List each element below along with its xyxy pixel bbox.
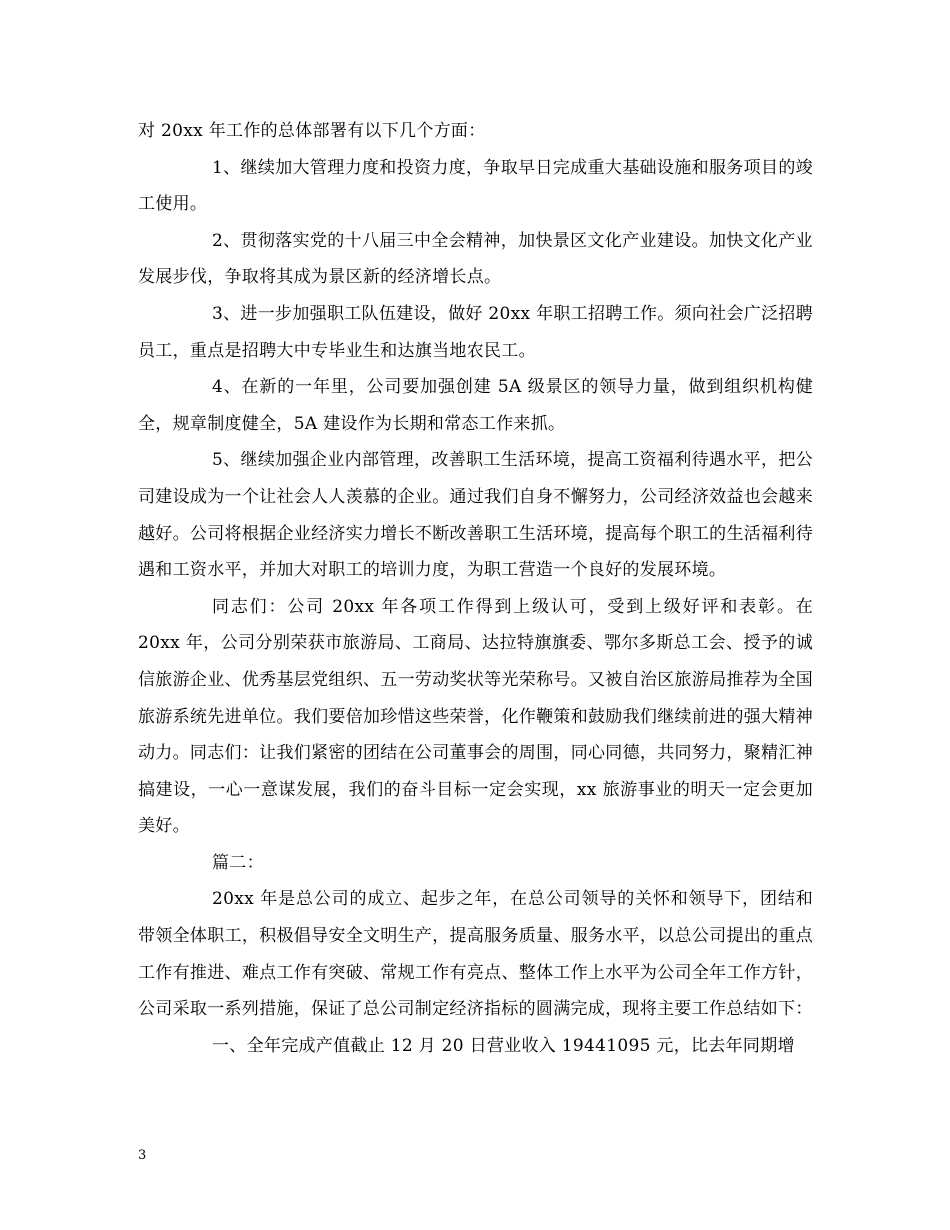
paragraph-comrades: 同志们：公司 20xx 年各项工作得到上级认可，受到上级好评和表彰。在 20xx 年，公司分别荣获市旅游局、工商局、达拉特旗旗委、鄂尔多斯总工会、授予的诚信旅游企业、优秀基层党组织、五一劳动奖状等光荣称号。又被自治区旅游局推荐为全国旅游系统先进单位。我们要倍加珍惜这些荣誉，化作鞭策和鼓励我们继续前进的强大精神动力。同志们：让我们紧密的团结在公司董事会的周围，同心同德，共同努力，聚精汇神搞建设，一心一意谋发展，我们的奋斗目标一定会实现，xx 旅游事业的明天一定会更加美好。: [138, 596, 813, 837]
paragraph-item-5: 5、继续加强企业内部管理，改善职工生活环境，提高工资福利待遇水平，把公司建设成为一个让社会人人羡慕的企业。通过我们自身不懈努力，公司经济效益也会越来越好。公司将根据企业经济实力增长不断改善职工生活环境，提高每个职工的生活福利待遇和工资水平，并加大对职工的培训力度，为职工营造一个良好的发展环境。: [138, 450, 813, 581]
paragraph-item-2: 2、贯彻落实党的十八届三中全会精神，加快景区文化产业建设。加快文化产业发展步伐，争取将其成为景区新的经济增长点。: [138, 230, 813, 288]
document-body: [138, 113, 813, 1064]
paragraph-item-3: 3、进一步加强职工队伍建设，做好 20xx 年职工招聘工作。须向社会广泛招聘员工，重点是招聘大中专毕业生和达旗当地农民工。: [138, 303, 813, 361]
paragraph-item-4: 4、在新的一年里，公司要加强创建 5A 级景区的领导力量，做到组织机构健全，规章制度健全，5A 建设作为长期和常态工作来抓。: [138, 377, 813, 434]
paragraph-part-two-intro: 20xx 年是总公司的成立、起步之年，在总公司领导的关怀和领导下，团结和带领全体职工，积极倡导安全文明生产，提高服务质量、服务水平，以总公司提出的重点工作有推进、难点工作有突破、常规工作有亮点、整体工作上水平为公司全年工作方针，公司采取一系列措施，保证了总公司制定经济指标的圆满完成，现将主要工作总结如下：: [138, 889, 813, 1020]
paragraph-part-two-item-1: 一、全年完成产值截止 12 月 20 日营业收入 19441095 元，比去年同期增: [212, 1035, 795, 1056]
section-heading-part-two: 篇二：: [212, 852, 264, 873]
paragraph-intro: 对 20xx 年工作的总体部署有以下几个方面：: [138, 121, 486, 141]
page-number: 3: [138, 1148, 147, 1163]
paragraph-item-1: 1、继续加大管理力度和投资力度，争取早日完成重大基础设施和服务项目的竣工使用。: [138, 157, 813, 215]
